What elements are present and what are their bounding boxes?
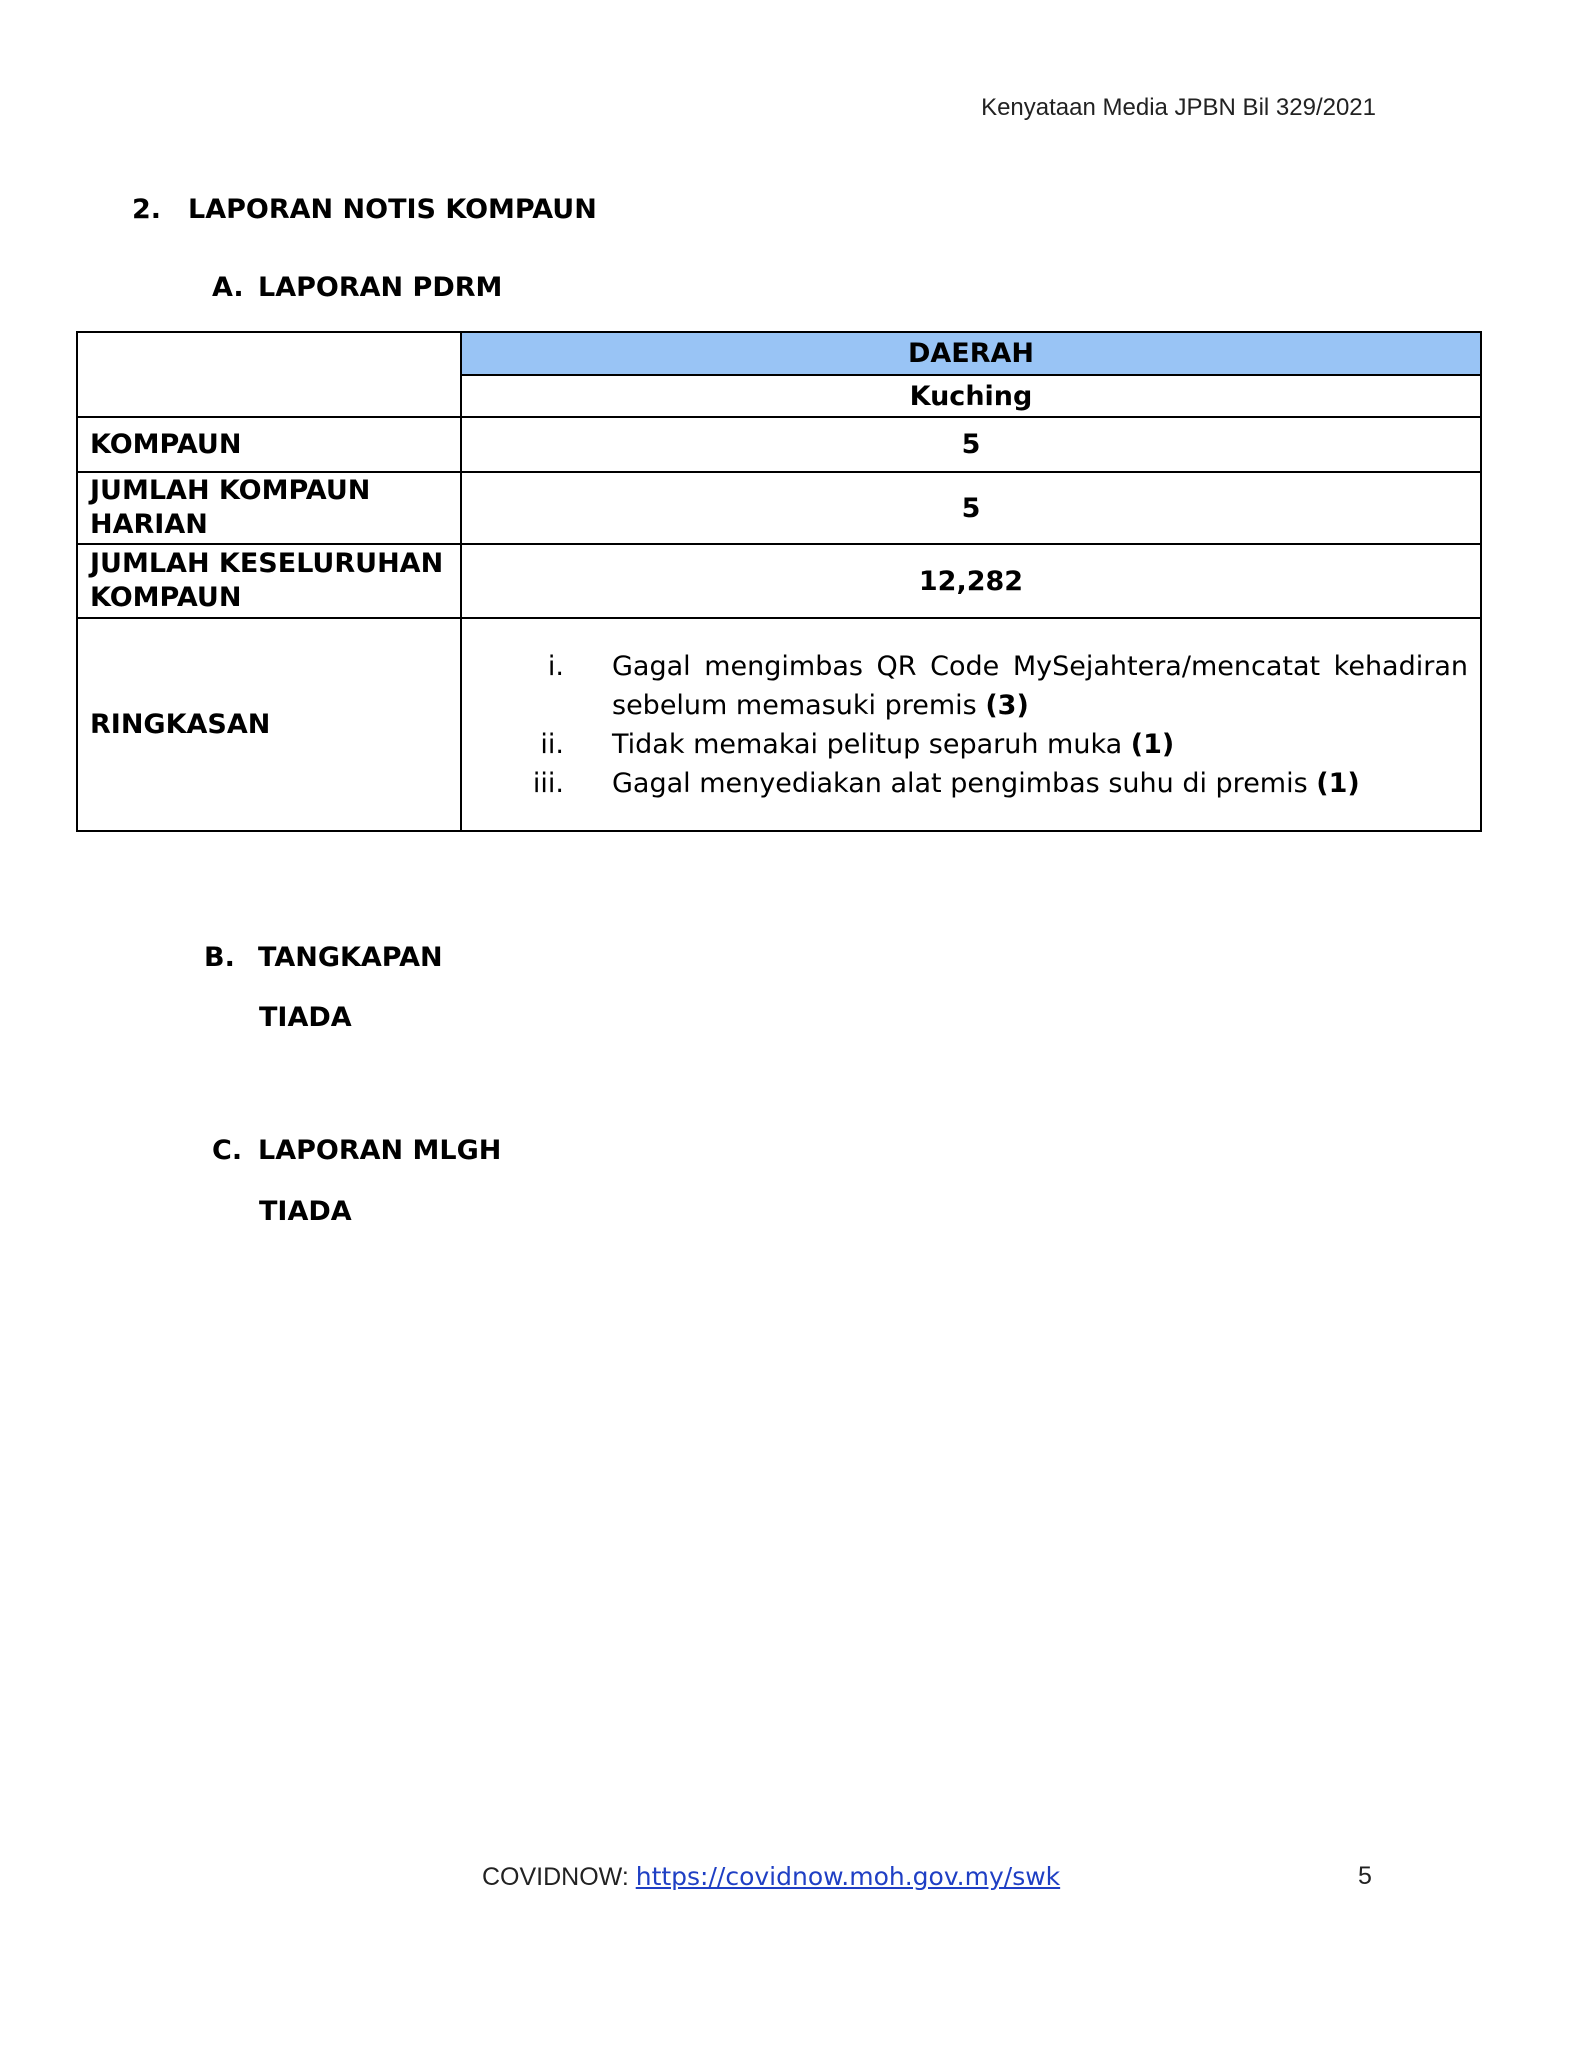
table-row	[77, 472, 1481, 544]
row-label-kompaun: KOMPAUN	[77, 417, 461, 472]
list-marker: iii.	[532, 767, 564, 799]
part-c-note: TIADA	[259, 1196, 352, 1227]
table-corner-cell	[77, 332, 461, 417]
footer-label: COVIDNOW:	[482, 1863, 629, 1891]
list-item-count: (1)	[1316, 767, 1360, 799]
table-row	[77, 544, 1481, 618]
document-reference: Kenyataan Media JPBN Bil 329/2021	[981, 94, 1376, 121]
part-c-heading	[212, 1135, 501, 1166]
list-item	[474, 647, 1468, 725]
table-row	[77, 618, 1481, 831]
list-item-text: Tidak memakai pelitup separuh muka	[612, 728, 1123, 760]
row-label-jumlah-keseluruhan: JUMLAH KESELURUHAN KOMPAUN	[77, 544, 461, 618]
pdrm-report-table	[76, 331, 1482, 832]
section-number: 2.	[132, 194, 162, 225]
part-a-heading	[212, 272, 502, 303]
section-heading	[132, 194, 597, 225]
list-item-count: (1)	[1130, 728, 1175, 760]
covidnow-link[interactable]: https://covidnow.moh.gov.my/swk	[635, 1862, 1061, 1891]
list-item-text: Gagal mengimbas QR Code MySejahtera/mencatat kehadiran sebelum memasuki premis	[612, 650, 1468, 721]
list-item	[474, 725, 1468, 764]
list-item	[474, 764, 1468, 803]
footer	[482, 1862, 1060, 1892]
part-b-heading	[204, 942, 443, 973]
summary-cell	[461, 618, 1481, 831]
part-b-note: TIADA	[259, 1002, 352, 1033]
part-b-letter: B.	[204, 942, 235, 973]
list-item-text: Gagal menyediakan alat pengimbas suhu di premis	[612, 767, 1308, 799]
part-a-letter: A.	[212, 272, 244, 303]
row-value-jumlah-keseluruhan: 12,282	[461, 544, 1481, 618]
part-b-title: TANGKAPAN	[258, 942, 443, 973]
part-a-title: LAPORAN PDRM	[258, 272, 503, 303]
table-header-daerah: DAERAH	[461, 332, 1481, 375]
part-c-letter: C.	[212, 1135, 243, 1166]
table-header-district: Kuching	[461, 375, 1481, 417]
row-value-kompaun: 5	[461, 417, 1481, 472]
page-number: 5	[1358, 1862, 1372, 1890]
section-title: LAPORAN NOTIS KOMPAUN	[188, 194, 597, 225]
row-label-ringkasan: RINGKASAN	[77, 618, 461, 831]
list-marker: ii.	[540, 728, 564, 760]
row-value-jumlah-harian: 5	[461, 472, 1481, 544]
row-label-jumlah-harian: JUMLAH KOMPAUN HARIAN	[77, 472, 461, 544]
part-c-title: LAPORAN MLGH	[258, 1135, 502, 1166]
table-row	[77, 417, 1481, 472]
summary-list	[474, 647, 1468, 803]
list-marker: i.	[547, 650, 564, 682]
list-item-count: (3)	[985, 689, 1029, 721]
